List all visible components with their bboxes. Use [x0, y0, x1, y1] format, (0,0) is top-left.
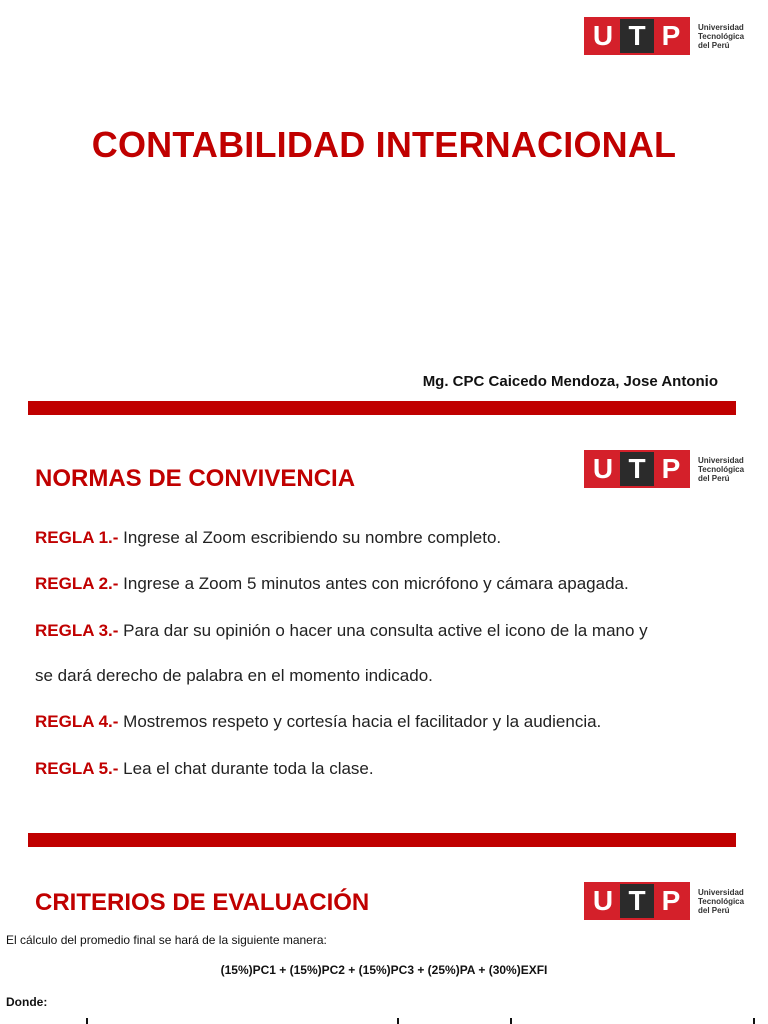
section-title-criterios: CRITERIOS DE EVALUACIÓN	[35, 889, 370, 916]
logo-letter-p: P	[661, 885, 681, 916]
rule-item	[35, 528, 501, 548]
utp-logo-mark	[584, 17, 690, 55]
section-title-normas: NORMAS DE CONVIVENCIA	[35, 465, 356, 492]
author-name: Mg. CPC Caicedo Mendoza, Jose Antonio	[422, 373, 718, 390]
logo-text	[698, 888, 744, 915]
rule-item	[35, 759, 374, 779]
logo-line-3: del Perú	[698, 473, 730, 483]
utp-logo-mark	[584, 882, 690, 920]
logo-line-1: Universidad	[698, 22, 744, 32]
logo-text	[698, 456, 744, 483]
utp-logo-mark	[584, 450, 690, 488]
grade-formula: (15%)PC1 + (15%)PC2 + (15%)PC3 + (25%)PA + (30%)EXFI	[220, 963, 548, 977]
logo-letter-u: U	[592, 20, 614, 51]
logo-line-3: del Perú	[698, 40, 730, 50]
logo-line-3: del Perú	[698, 905, 730, 915]
course-title: CONTABILIDAD INTERNACIONAL	[91, 124, 677, 165]
rule-label: REGLA 5.-	[35, 759, 119, 778]
rule-label: REGLA 1.-	[35, 528, 119, 547]
logo-text	[698, 23, 744, 50]
rule-label: REGLA 3.-	[35, 621, 119, 640]
utp-logo	[584, 450, 744, 488]
rule-item	[35, 574, 629, 594]
table-border-mark	[86, 1018, 88, 1024]
evaluation-intro: El cálculo del promedio final se hará de la siguiente manera:	[6, 933, 327, 947]
rule-item	[35, 621, 648, 641]
logo-letter-t: T	[620, 884, 654, 918]
logo-letter-p: P	[661, 20, 681, 51]
donde-label: Donde:	[6, 995, 48, 1009]
rule-item-continuation	[35, 666, 433, 686]
slide-divider-1	[28, 401, 736, 415]
logo-letter-p: P	[661, 453, 681, 484]
rule-label: REGLA 4.-	[35, 712, 119, 731]
logo-line-1: Universidad	[698, 455, 744, 465]
logo-line-2: Tecnológica	[698, 31, 745, 41]
logo-line-2: Tecnológica	[698, 896, 745, 906]
utp-logo	[584, 17, 744, 55]
logo-letter-u: U	[592, 885, 614, 916]
logo-letter-u: U	[592, 453, 614, 484]
logo-line-1: Universidad	[698, 887, 744, 897]
table-border-mark	[397, 1018, 399, 1024]
table-border-mark	[753, 1018, 755, 1024]
slide-divider-2	[28, 833, 736, 847]
rule-label: REGLA 2.-	[35, 574, 119, 593]
rule-text: Ingrese al Zoom escribiendo su nombre completo.	[118, 528, 502, 547]
logo-letter-t: T	[620, 452, 654, 486]
rule-text: Ingrese a Zoom 5 minutos antes con micrófono y cámara apagada.	[118, 574, 629, 593]
utp-logo	[584, 882, 744, 920]
rule-item	[35, 712, 601, 732]
table-border-mark	[510, 1018, 512, 1024]
rule-text: Lea el chat durante toda la clase.	[118, 759, 374, 778]
rule-text: se dará derecho de palabra en el momento indicado.	[35, 666, 433, 685]
rule-text: Para dar su opinión o hacer una consulta active el icono de la mano y	[118, 621, 648, 640]
rule-text: Mostremos respeto y cortesía hacia el facilitador y la audiencia.	[118, 712, 602, 731]
logo-line-2: Tecnológica	[698, 464, 745, 474]
logo-letter-t: T	[620, 19, 654, 53]
